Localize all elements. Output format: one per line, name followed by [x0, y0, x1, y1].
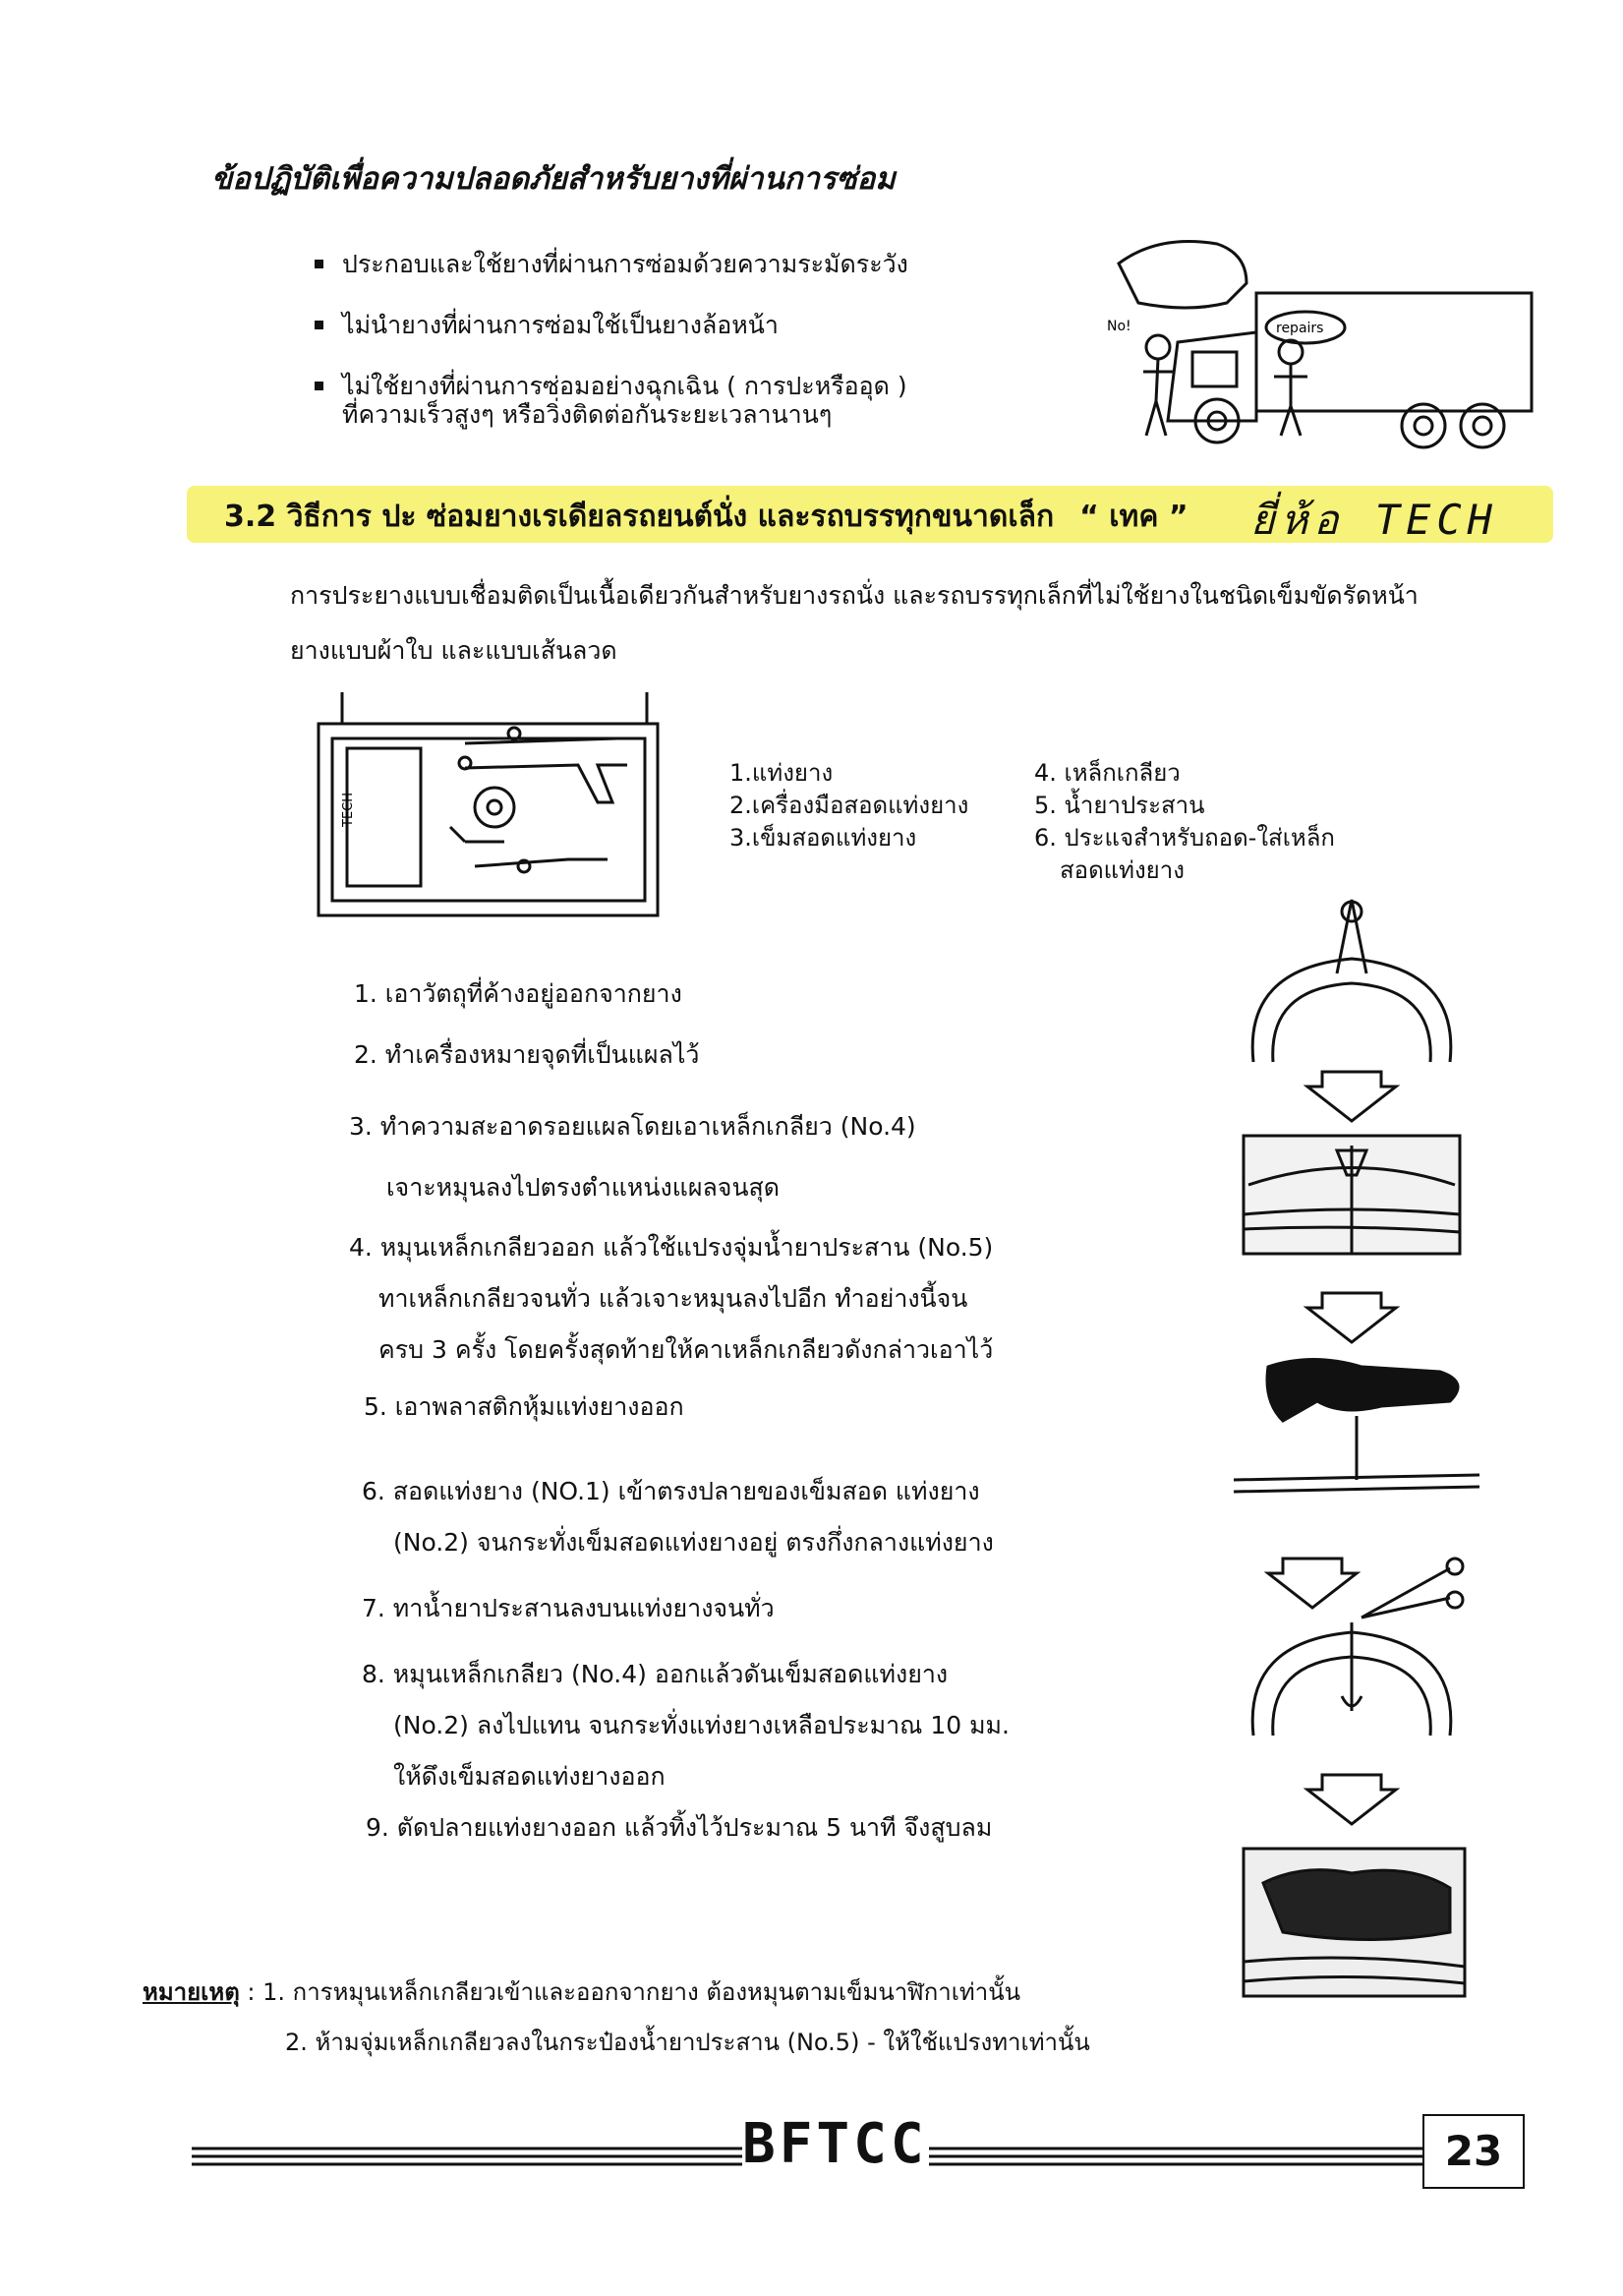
step-line: 3. ทำความสะอาดรอยแผลโดยเอาเหล็กเกลียว (No.4) — [349, 1112, 916, 1141]
kit-legend-right — [1034, 757, 1335, 887]
scissors-icon — [1362, 1568, 1450, 1618]
note-item: 2. ห้ามจุ่มเหล็กเกลียวลงในกระป๋องน้ำยาประสาน (No.5) - ให้ใช้แปรงทาเท่านั้น — [285, 2029, 1090, 2056]
kit-box-label: TECH — [341, 792, 356, 827]
heading-3-2-main: 3.2 วิธีการ ปะ ซ่อมยางเรเดียลรถยนต์นั่ง และรถบรรทุกขนาดเล็ก — [224, 500, 1055, 534]
intro-paragraph — [290, 568, 1499, 678]
down-arrow-icon — [1307, 1293, 1396, 1342]
step-7 — [362, 1583, 775, 1634]
notes-label: หมายเหตุ — [143, 1978, 240, 2006]
note-first-row — [143, 1968, 1090, 2018]
kit-legend-item: 1.แท่งยาง — [729, 759, 834, 787]
step-line: ทาเหล็กเกลียวจนทั่ว แล้วเจาะหมุนลงไปอีก ทำอย่างนี้จน — [378, 1284, 968, 1313]
step-line: 7. ทาน้ำยาประสานลงบนแท่งยางจนทั่ว — [362, 1594, 775, 1622]
step-3 — [349, 1096, 916, 1218]
step-5 — [364, 1382, 684, 1433]
note-item: 1. การหมุนเหล็กเกลียวเข้าและออกจากยาง ต้องหมุนตามเข็มนาฬิกาเท่านั้น — [262, 1978, 1021, 2006]
speech-repairs: repairs — [1276, 321, 1324, 336]
step-line: ให้ดึงเข็มสอดแท่งยางออก — [393, 1762, 666, 1791]
down-arrow-icon — [1307, 1775, 1396, 1824]
step-line: 2. ทำเครื่องหมายจุดที่เป็นแผลไว้ — [354, 1040, 700, 1069]
step-1 — [354, 969, 682, 1020]
step-line: 5. เอาพลาสติกหุ้มแท่งยางออก — [364, 1392, 684, 1421]
hands-trimming-icon — [1263, 1870, 1450, 1940]
heading-3-2-quoted: “ เทค ” — [1079, 500, 1188, 534]
procedure-illustrations — [1224, 890, 1479, 2031]
tire-section-icon — [1252, 959, 1451, 1062]
step-line: ครบ 3 ครั้ง โดยครั้งสุดท้ายให้คาเหล็กเกลียวดังกล่าวเอาไว้ — [378, 1335, 994, 1364]
step-2 — [354, 1030, 699, 1081]
notes-separator: : — [239, 1978, 263, 2006]
handwritten-brand-note: ยี่ห้อ TECH — [1250, 496, 1498, 544]
footer-logo: BFTCC — [742, 2112, 928, 2176]
step-9 — [366, 1802, 992, 1854]
down-arrow-icon — [1307, 1072, 1396, 1121]
safety-bullet: ไม่ใช้ยางที่ผ่านการซ่อมอย่างฉุกเฉิน ( การปะหรืออุด ) — [315, 356, 908, 417]
section-title: ข้อปฏิบัติเพื่อความปลอดภัยสำหรับยางที่ผ่านการซ่อม — [211, 161, 896, 197]
safety-bullet: ประกอบและใช้ยางที่ผ่านการซ่อมด้วยความระมัดระวัง — [315, 234, 908, 295]
repair-kit-box-illustration — [313, 684, 667, 925]
step-line: (No.2) จนกระทั่งเข็มสอดแท่งยางอยู่ ตรงกึ่งกลางแท่งยาง — [393, 1528, 994, 1557]
kit-legend-item: สอดแท่งยาง — [1060, 856, 1185, 884]
step-line: 9. ตัดปลายแท่งยางออก แล้วทิ้งไว้ประมาณ 5 นาที จึงสูบลม — [366, 1813, 993, 1842]
kit-legend-left — [729, 757, 968, 854]
truck-repair-illustration — [1099, 224, 1551, 452]
step-line: 6. สอดแท่งยาง (NO.1) เข้าตรงปลายของเข็มสอด แท่งยาง — [362, 1477, 980, 1505]
speech-no: No! — [1107, 319, 1131, 334]
step-8 — [362, 1649, 1010, 1802]
step-line: 1. เอาวัตถุที่ค้างอยู่ออกจากยาง — [354, 979, 682, 1008]
intro-line: ยางแบบผ้าใบ และแบบเส้นลวด — [290, 636, 617, 665]
kit-legend-item: 2.เครื่องมือสอดแท่งยาง — [729, 792, 969, 819]
step-line: 4. หมุนเหล็กเกลียวออก แล้วใช้แปรงจุ่มน้ำยาประสาน (No.5) — [349, 1233, 994, 1262]
step-line: 8. หมุนเหล็กเกลียว (No.4) ออกแล้วดันเข็มสอดแท่งยาง — [362, 1660, 949, 1688]
intro-line: การประยางแบบเชื่อมติดเป็นเนื้อเดียวกันสำหรับยางรถนั่ง และรถบรรทุกเล็กที่ไม่ใช้ยางในชนิดเข็มขัดรัดหน้า — [290, 581, 1419, 610]
step-line: (No.2) ลงไปแทน จนกระทั่งแท่งยางเหลือประมาณ 10 มม. — [393, 1711, 1010, 1739]
step-4 — [349, 1222, 993, 1376]
page-number: 23 — [1422, 2114, 1525, 2189]
kit-legend-item: 4. เหล็กเกลียว — [1034, 759, 1181, 787]
notes — [143, 1968, 1090, 2068]
kit-legend-item: 5. น้ำยาประสาน — [1034, 792, 1205, 819]
safety-bullet-list — [315, 234, 908, 417]
kit-legend-item: 3.เข็มสอดแท่งยาง — [729, 824, 917, 852]
kit-legend-item: 6. ประแจสำหรับถอด-ใส่เหล็ก — [1034, 824, 1335, 852]
t-handle-tool-icon — [1267, 1360, 1458, 1422]
safety-bullet-continuation: ที่ความเร็วสูงๆ หรือวิ่งติดต่อกันระยะเวลานานๆ — [342, 400, 833, 429]
step-line: เจาะหมุนลงไปตรงตำแหน่งแผลจนสุด — [386, 1173, 781, 1202]
step-6 — [362, 1466, 994, 1568]
heading-3-2 — [224, 494, 1188, 540]
down-arrow-icon — [1268, 1559, 1357, 1608]
safety-bullet: ไม่นำยางที่ผ่านการซ่อมใช้เป็นยางล้อหน้า — [315, 295, 908, 356]
